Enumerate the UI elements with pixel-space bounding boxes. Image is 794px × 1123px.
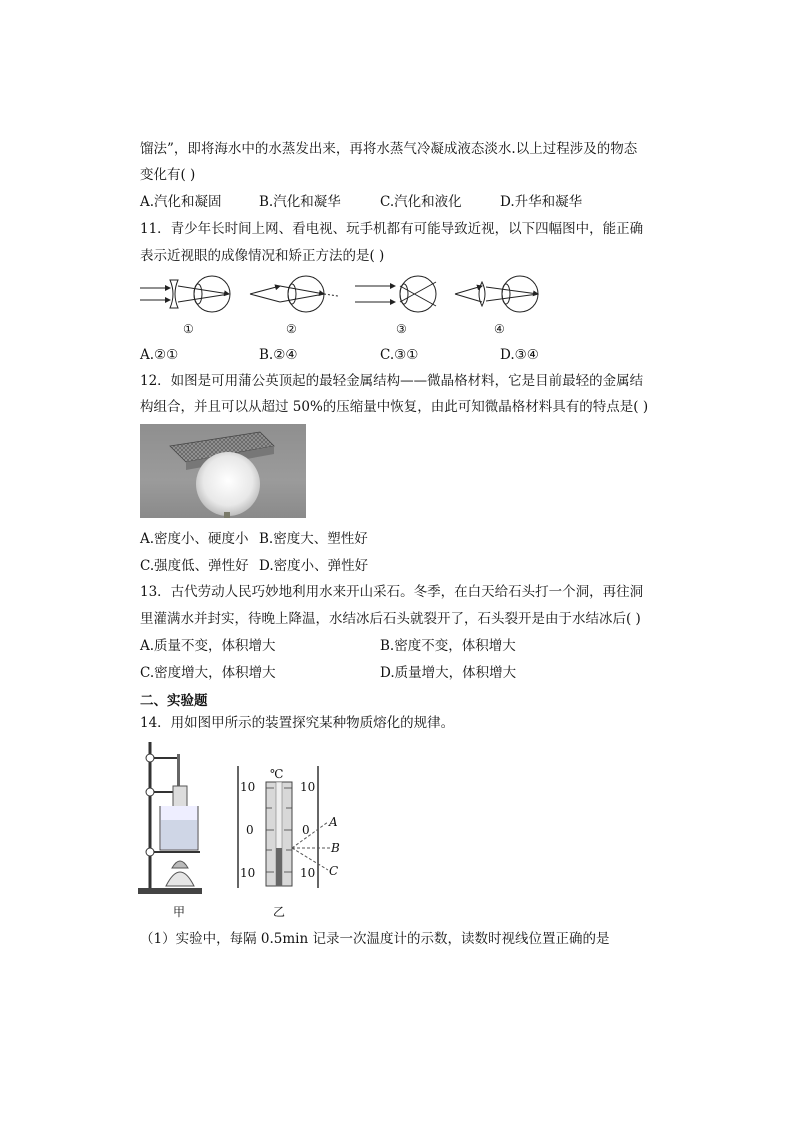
figure-label-jia: 甲 [173,905,186,919]
q14-text-line1: 14．用如图甲所示的装置探究某种物质熔化的规律。 [140,715,455,731]
q11-option-c: C.③① [380,347,419,363]
diagram-label-3: ③ [396,322,407,336]
q10-option-c: C.汽化和液化 [380,194,462,210]
q11-text-line1: 11．青少年长时间上网、看电视、玩手机都有可能导致近视，以下四幅图中，能正确 [140,221,644,237]
figure-label-yi: 乙 [273,905,286,919]
q10-text-line2: 变化有( ) [140,167,196,183]
q11-option-d: D.③④ [500,347,539,363]
eye-diagram-4 [455,276,538,312]
tick-right-top: 10 [300,780,316,794]
q10-option-b: B.汽化和凝华 [259,194,341,210]
thermometer-unit: ℃ [270,767,284,781]
q12-option-c: C.强度低、弹性好 [140,558,249,574]
q11-option-a: A.②① [140,347,179,363]
q13-text-line2: 里灌满水并封实，待晚上降温，水结冰后石头就裂开了，石头裂开是由于水结冰后( ) [140,611,641,627]
microlattice-dandelion-photo [140,424,306,518]
sight-label-a: A [329,815,338,829]
diagram-label-4: ④ [494,322,505,336]
diagram-label-2: ② [286,322,297,336]
tick-left-mid: 0 [246,823,254,837]
q12-option-a: A.密度小、硬度小 [140,531,249,547]
tick-right-bottom: 10 [300,866,316,880]
sight-label-c: C [329,864,339,878]
eye-diagram-2 [250,276,338,312]
q10-option-d: D.升华和凝华 [500,194,583,210]
apparatus-figure [136,740,206,900]
q13-text-line1: 13．古代劳动人民巧妙地利用水来开山采石。冬季，在白天给石头打一个洞，再往洞 [140,584,644,600]
q13-option-b: B.密度不变，体积增大 [380,638,516,654]
q14-sub1-text: （1）实验中，每隔 0.5min 记录一次温度计的示数，读数时视线位置正确的是 [140,931,610,947]
sight-label-b: B [331,841,340,855]
diagram-label-1: ① [183,322,194,336]
q13-option-d: D.质量增大，体积增大 [380,665,517,681]
q12-option-b: B.密度大、塑性好 [259,531,368,547]
eye-diagram-1 [140,276,230,312]
tick-right-mid: 0 [302,823,310,837]
q11-text-line2: 表示近视眼的成像情况和矫正方法的是( ) [140,248,385,264]
section-heading: 二、实验题 [140,693,208,709]
q12-text-line1: 12．如图是可用蒲公英顶起的最轻金属结构——微晶格材料，它是目前最轻的金属结 [140,373,644,389]
eye-diagram-3 [355,276,436,312]
q12-text-line2: 构组合，并且可以从超过 50%的压缩量中恢复，由此可知微晶格材料具有的特点是( ) [140,399,649,415]
q12-option-d: D.密度小、弹性好 [259,558,369,574]
tick-left-top: 10 [240,780,256,794]
eye-diagrams [140,272,550,340]
tick-left-bottom: 10 [240,866,256,880]
q13-option-c: C.密度增大，体积增大 [140,665,276,681]
q10-text-line1: 馏法”，即将海水中的水蒸发出来，再将水蒸气冷凝成液态淡水.以上过程涉及的物态 [140,141,638,157]
q13-option-a: A.质量不变，体积增大 [140,638,276,654]
q10-option-a: A.汽化和凝固 [140,194,222,210]
q11-option-b: B.②④ [259,347,298,363]
